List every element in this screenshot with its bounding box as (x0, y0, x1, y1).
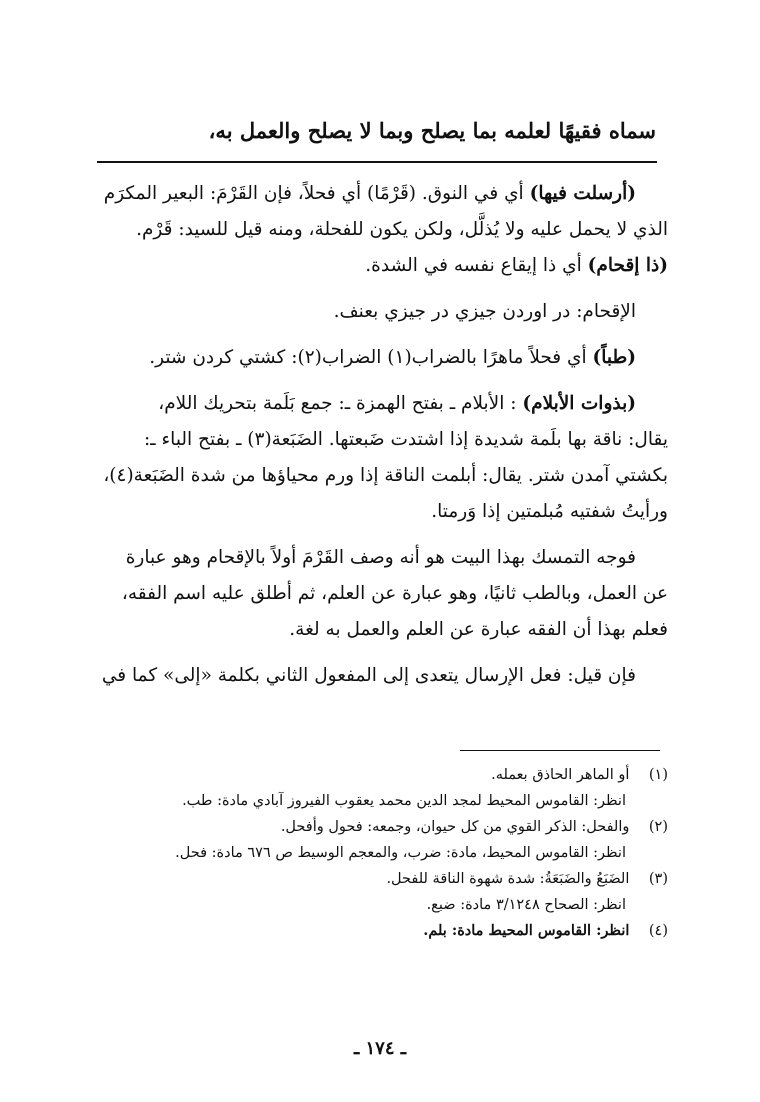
footnote-3-source: انظر: الصحاح ٣/١٢٤٨ مادة: ضبع. (426, 897, 626, 913)
footnote-1-text: أو الماهر الحاذق بعمله. (491, 767, 630, 783)
footnote-4-number: (٤) (648, 923, 668, 939)
running-header: سماه فقيهًا لعلمه بما يصلح وبما لا يصلح والعمل به، (208, 118, 656, 143)
paragraph-5-line-1: فإن قيل: فعل الإرسال يتعدى إلى المفعول الثاني بكلمة «إلى» كما في (101, 665, 636, 686)
footnote-3-text: الضَبَعُ والضَبَعَةُ: شدة شهوة الناقة للفحل. (386, 871, 630, 887)
term-bidhawat-al-ablam: (بذوات الأبلام) (522, 393, 636, 414)
footnote-4 (96, 918, 668, 944)
paragraph-1-line-2: الذي لا يحمل عليه ولا يُذلَّل، ولكن يكون للفحلة، ومنه قيل للسيد: قَرْم. (136, 219, 668, 240)
paragraph-1-line-3-text: أي ذا إيقاع نفسه في الشدة. (365, 255, 582, 276)
term-arsalat-fiha: (أرسلت فيها) (529, 183, 636, 204)
paragraph-4-line-2: عن العمل، وبالطب ثانيًا، وهو عبارة عن العلم، ثم أطلق عليه اسم الفقه، (121, 583, 668, 604)
persian-gloss-iqham: الإقحام: در اوردن جيزي در جيزي بعنف. (333, 301, 636, 322)
footnote-1-source: انظر: القاموس المحيط لمجد الدين محمد يعقوب الفيروز آبادي مادة: طب. (182, 793, 626, 809)
footnote-3 (96, 866, 668, 892)
term-dha-iqham: (ذا إقحام) (587, 255, 668, 276)
footnote-1-number: (١) (648, 767, 668, 783)
paragraph-4-line-3: فعلم بهذا أن الفقه عبارة عن العلم والعمل به لغة. (289, 619, 668, 640)
paragraph-3-line-4: ورأيتُ شفتيه مُبلمتين إذا وَرمتا. (431, 501, 668, 522)
footnote-1 (96, 762, 668, 788)
footnote-3-number: (٣) (648, 871, 668, 887)
main-text (96, 176, 668, 694)
paragraph-2-text: أي فحلاً ماهرًا بالضراب(١) الضراب(٢): كشتي كردن شتر. (149, 347, 587, 368)
paragraph-1-line-1 (96, 176, 668, 212)
footnote-2-text: والفحل: الذكر القوي من كل حيوان، وجمعه: فحول وأفحل. (280, 819, 630, 835)
paragraph-3-line-3: بكشتي آمدن شتر. يقال: أبلمت الناقة إذا ورم محياؤها من شدة الضَبَعة(٤)، (103, 465, 668, 486)
footnotes (96, 762, 668, 944)
footnote-4-text: انظر: القاموس المحيط مادة: بلم. (423, 922, 630, 939)
footnote-2 (96, 814, 668, 840)
header-rule (97, 161, 657, 163)
paragraph-3-line-2: يقال: ناقة بها بلَمة شديدة إذا اشتدت ضَبعتها. الضَبَعة(٣) ـ بفتح الباء ـ: (143, 429, 668, 450)
footnote-2-source: انظر: القاموس المحيط، مادة: ضرب، والمعجم الوسيط ص ٦٧٦ مادة: فحل. (175, 845, 626, 861)
paragraph-3-line-1-text: : الأبلام ـ بفتح الهمزة ـ: جمع بَلَمة بتحريك اللام، (158, 393, 517, 414)
term-tiban: (طباً) (592, 347, 636, 368)
paragraph-3-line-1 (96, 386, 668, 422)
footnote-2-number: (٢) (648, 819, 668, 835)
paragraph-4-line-1: فوجه التمسك بهذا البيت هو أنه وصف القَرْمَ أولاً بالإقحام وهو عبارة (125, 547, 636, 568)
footnote-rule (460, 750, 660, 751)
paragraph-1-line-3 (96, 248, 668, 284)
page-number: ـ ١٧٤ ـ (353, 1038, 407, 1059)
paragraph-1-line-1-text: أي في النوق. (قَرْمًا) أي فحلاً، فإن القَرْمَ: البعير المكرَم (103, 183, 524, 204)
paragraph-2 (96, 340, 668, 376)
